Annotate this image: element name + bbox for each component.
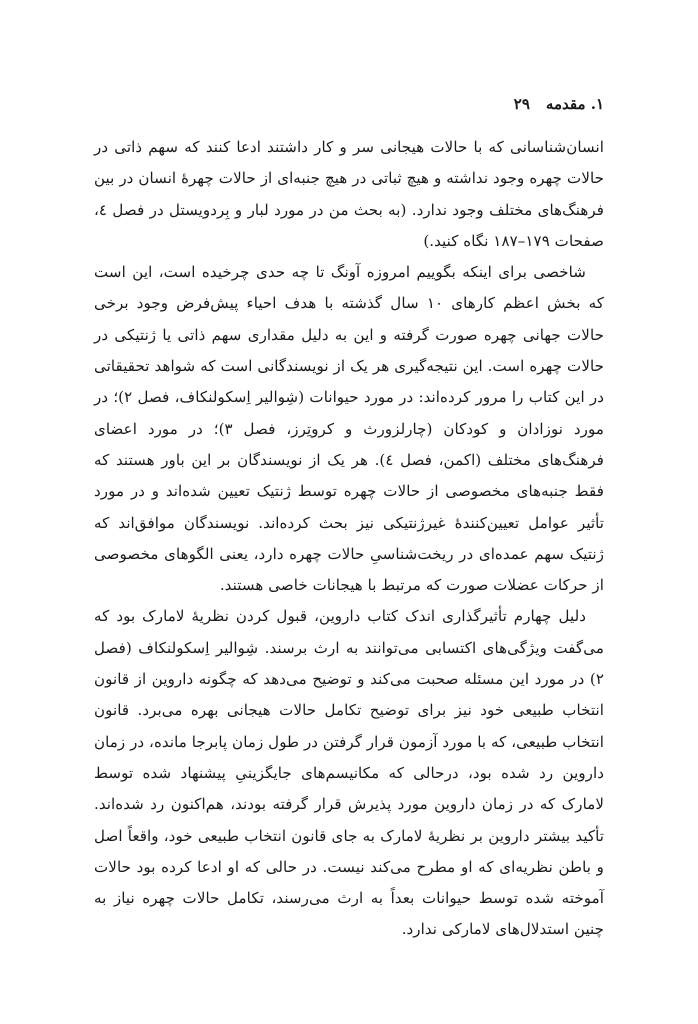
paragraph-2: شاخصی برای اینکه بگوییم امروزه آونگ تا چه حدی چرخیده است، این است که بخش اعظم کارهای ۱۰ سال گذشته با هدف احیاء پیش‌فرض وجود برخی حالات جهانی چهره صورت گرفته و این به دلیل مقداری سهم ذاتی یا ژنتیکی در حالات چهره است. این نتیجه‌گیری هر یک از نویسندگانی است که شواهد تحقیقاتی در این کتاب را مرور کرده‌اند: در مورد حیوانات (شِوالیر اِسکولنکاف، فصل ۲)؛ در مورد نوزادان و کودکان (چارلزورث و کروتِرز، فصل ۳)؛ در مورد اعضای فرهنگ‌های مختلف (اکمن، فصل ٤). هر یک از نویسندگان بر این باور هستند که فقط جنبه‌های مخصوصی از حالات چهره توسط ژنتیک تعیین شده‌اند و در مورد تأثیر عوامل تعیین‌کنندهٔ غیرژنتیکی نیز بحث کرده‌اند. نویسندگان موافق‌اند که ژنتیک سهم عمده‌ای در ریخت‌شناسیِ حالات چهره دارد، یعنی الگوهای مخصوصی از حرکات عضلات صورت که مرتبط با هیجانات خاصی هستند.	[94, 263, 604, 595]
paragraph-3: دلیل چهارم تأثیرگذاری اندک کتاب داروین، قبول کردن نظریهٔ لامارک بود که می‌گفت ویژگی‌های اکتسابی می‌توانند به ارث برسند. شِوالیر اِسکولنکاف (فصل ۲) در مورد این مسئله صحبت می‌کند و توضیح می‌دهد که چگونه داروین از قانون انتخاب طبیعی خود نیز برای توضیح تکامل حالات هیجانی بهره می‌برد. قانون انتخاب طبیعی، که با مورد آزمون قرار گرفتن در طول زمان پابرجا مانده، در زمان داروین رد شده بود، درحالی که مکانیسم‌های جایگزینیِ پیشنهاد شده توسط لامارک که در زمان داروین مورد پذیرش قرار گرفته بودند، هم‌اکنون رد شده‌اند. تأکید بیشتر داروین بر نظریهٔ لامارک به جای قانون انتخاب طبیعی خود، واقعاً اصل و باطن نظریه‌ای که او مطرح می‌کند نیست. در حالی که او ادعا کرده بود حالات آموخته شده توسط حیوانات بعداً به ارث می‌رسند، تکامل حالات چهره نیاز به چنین استدلال‌های لامارکی ندارد.	[94, 607, 604, 939]
paragraph-1: انسان‌شناسانی که با حالات هیجانی سر و کار داشتند ادعا کنند که سهم ذاتی در حالات چهره وجود نداشته و هیچ ثباتی در هیچ جنبه‌ای از حالات چهرهٔ انسان در بین فرهنگ‌های مختلف وجود ندارد. (به بحث من در مورد لبار و بِردویستل در فصل ٤، صفحات ۱۷۹–۱۸۷ نگاه کنید.)	[94, 138, 604, 250]
chapter-label: ۱. مقدمه	[545, 95, 604, 113]
body-text	[94, 132, 604, 946]
page-number: ۲۹	[513, 95, 530, 113]
running-header	[94, 91, 604, 117]
